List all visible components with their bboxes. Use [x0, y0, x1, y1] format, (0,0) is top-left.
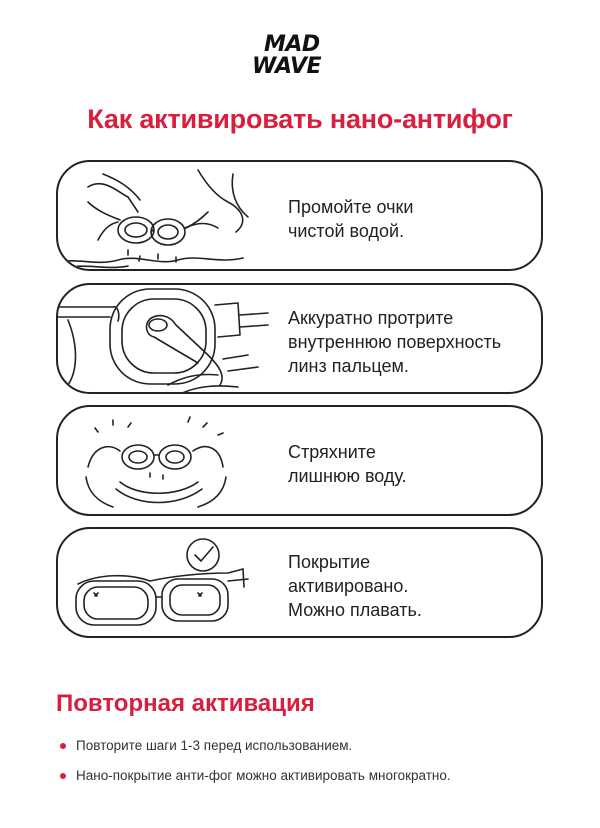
step-1-line-2: чистой водой. — [288, 221, 405, 241]
bullet-icon — [60, 773, 66, 779]
step-4-line-3: Можно плавать. — [288, 600, 422, 620]
step-2-line-2: внутреннюю поверхность — [288, 332, 502, 352]
repeat-activation-title: Повторная активация — [56, 690, 315, 717]
list-item — [58, 768, 451, 798]
step-4-text — [288, 550, 422, 622]
logo-line-2: WAVE — [252, 54, 322, 79]
step-card-4 — [56, 527, 543, 638]
step-3-text — [288, 440, 407, 488]
repeat-activation-list — [58, 738, 451, 798]
step-4-line-1: Покрытие — [288, 552, 371, 572]
step-2-text — [288, 306, 501, 378]
step-2-line-3: линз пальцем. — [288, 356, 409, 376]
step-4-line-2: активировано. — [288, 576, 409, 596]
step-card-1 — [56, 160, 543, 271]
step-card-2 — [56, 283, 543, 394]
step-card-3 — [56, 405, 543, 516]
list-item-text: Нано-покрытие анти-фог можно активировать многократно. — [76, 768, 451, 783]
step-2-line-1: Аккуратно протрите — [288, 308, 454, 328]
step-1-line-1: Промойте очки — [288, 197, 414, 217]
step-3-line-2: лишнюю воду. — [288, 466, 407, 486]
page-title: Как активировать нано-антифог — [87, 104, 513, 134]
bullet-icon — [60, 743, 66, 749]
brand-logo — [252, 34, 352, 78]
logo-line-1: MAD — [264, 32, 320, 57]
list-item-text: Повторите шаги 1-3 перед использованием. — [76, 738, 353, 753]
step-1-text — [288, 195, 413, 243]
step-3-line-1: Стряхните — [288, 442, 376, 462]
list-item — [58, 738, 451, 768]
